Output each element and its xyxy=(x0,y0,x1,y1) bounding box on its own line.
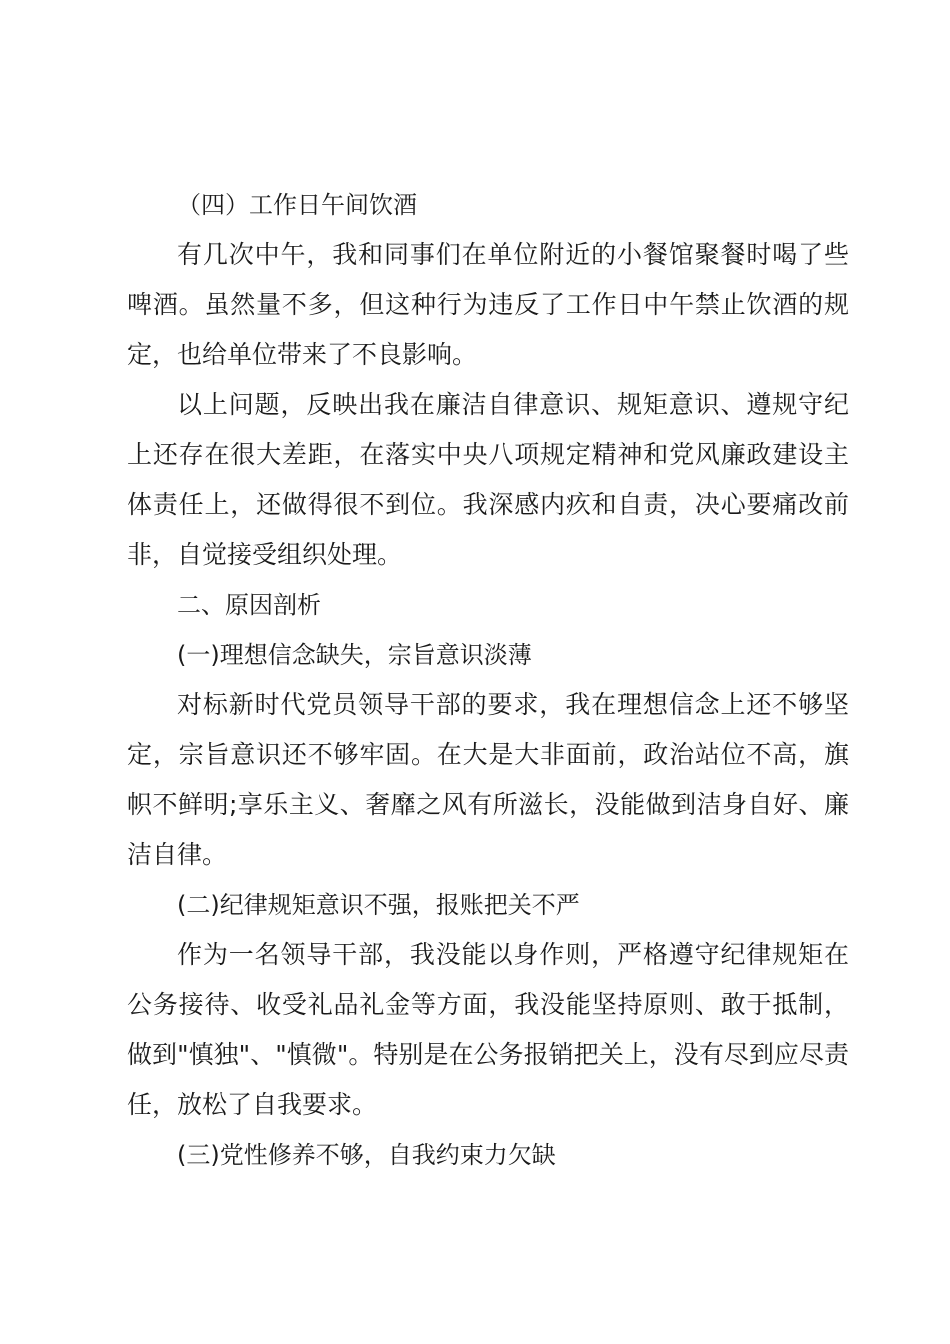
subheading-2: (二)纪律规矩意识不强，报账把关不严 xyxy=(177,891,580,919)
paragraph-discipline: 作为一名领导干部，我没能以身作则，严格遵守纪律规矩在公务接待、收受礼品礼金等方面，我没能坚持原则、敢于抵制，做到"慎独"、"慎微"。特别是在公务报销把关上，没有尽到应尽责任，放松了自我要求。 xyxy=(127,940,849,1119)
subheading-1: (一)理想信念缺失，宗旨意识淡薄 xyxy=(177,641,532,669)
paragraph-drinking: 有几次中午，我和同事们在单位附近的小餐馆聚餐时喝了些啤酒。虽然量不多，但这种行为违反了工作日中午禁止饮酒的规定，也给单位带来了不良影响。 xyxy=(127,240,849,369)
section-heading-causes: 二、原因剖析 xyxy=(177,591,321,619)
subheading-3: (三)党性修养不够，自我约束力欠缺 xyxy=(177,1141,556,1169)
paragraph-ideals: 对标新时代党员领导干部的要求，我在理想信念上还不够坚定，宗旨意识还不够牢固。在大是大非面前，政治站位不高，旗帜不鲜明;享乐主义、奢靡之风有所滋长，没能做到洁身自好、廉洁自律。 xyxy=(127,690,849,869)
paragraph-summary: 以上问题，反映出我在廉洁自律意识、规矩意识、遵规守纪上还存在很大差距，在落实中央八项规定精神和党风廉政建设主体责任上，还做得很不到位。我深感内疚和自责，决心要痛改前非，自觉接受组织处理。 xyxy=(127,390,849,569)
document-body xyxy=(127,180,849,1180)
section-heading-4: （四）工作日午间饮酒 xyxy=(177,191,417,219)
